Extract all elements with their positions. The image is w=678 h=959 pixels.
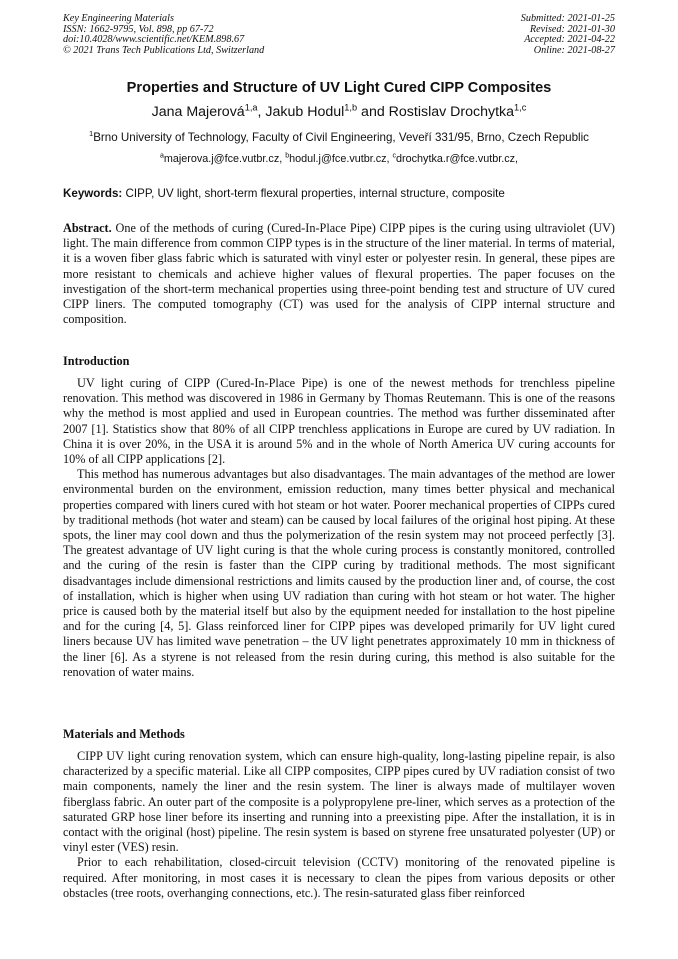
email-address[interactable]: hodul.j@fce.vutbr.cz, (289, 153, 393, 165)
abstract-text: One of the methods of curing (Cured-In-Place Pipe) CIPP pipes is the curing using ultraviolet (UV) light. The main difference from common CIPP types is in the structure of the liner material. In terms of material, it is a woven fiber glass fabric which is saturated with vinyl ester or polyester resin. In general, these pipes are more resistant to chemicals and achieve higher values of flexural properties. The paper focuses on the investigation of the short-term mechanical properties using three-point bending test and structure of UV cured CIPP liners. The computed tomography (CT) was used for the analysis of CIPP internal structure and composition. (63, 221, 615, 327)
section-heading-introduction: Introduction (63, 354, 130, 368)
affiliation-mark: 1 (89, 129, 94, 139)
journal-header-right (521, 14, 615, 56)
affiliation-text: Brno University of Technology, Faculty of Civil Engineering, Veveří 331/95, Brno, Czech Republic (93, 131, 589, 144)
author-separator: and (357, 104, 389, 120)
body-paragraph: UV light curing of CIPP (Cured-In-Place Pipe) is one of the newest methods for trenchless pipeline renovation. This method was discovered in 1986 in Germany by Thomas Reutemann. This is one of the reasons why the method is most applied and used in European countries. The method was further disseminated after 2007 [1]. Statistics show that 80% of all CIPP trenchless applications in Europe are cured by UV radiation. In China it is over 20%, in the USA it is around 5% and in the whole of North America UV curing accounts for 10% of all CIPP applications [2]. (63, 376, 615, 467)
issn-line: ISSN: 1662-9795, Vol. 898, pp 67-72 (63, 23, 214, 35)
abstract-paragraph (63, 221, 615, 327)
online-date: Online: 2021-08-27 (533, 44, 615, 56)
body-paragraph: CIPP UV light curing renovation system, which can ensure high-quality, long-lasting pipeline repair, is also characterized by a specific material. Like all CIPP composites, CIPP pipes cured by UV radiation consist of two main components, namely the liner and the resin system. The liner is always made of multilayer woven fiberglass fabric. An outer part of the composite is a polypropylene pre-liner, which serves as a protection of the saturated GRP hose liner before its inserting and running into a preexisting pipe. After the installation, it is in contact with the original (host) pipeline. The resin system is based on styrene free unsaturated polyester (UP) or vinyl ester (VES) resin. (63, 749, 615, 855)
author-name: Jakub Hodul (265, 104, 345, 120)
body-paragraph: Prior to each rehabilitation, closed-circuit television (CCTV) monitoring of the renovated pipeline is required. After monitoring, in most cases it is necessary to clean the pipes from various deposits or other obstacles (tree roots, overhanging connections, etc.). The resin-saturated glass fiber reinforced (63, 855, 615, 900)
author-affil-mark: 1,a (244, 102, 258, 113)
email-address[interactable]: majerova.j@fce.vutbr.cz, (163, 153, 286, 165)
email-mark: a (159, 152, 164, 160)
keywords-label: Keywords: (63, 187, 123, 200)
author-affil-mark: 1,b (344, 102, 358, 113)
author-separator: , (257, 104, 266, 120)
body-paragraph: This method has numerous advantages but also disadvantages. The main advantages of the method are lower environmental burden on the environment, emission reduction, many times better physical and mechanical properties compared with liners cured with hot steam or hot water. Poorer mechanical properties of CIPPs cured by traditional methods (hot water and steam) can be caused by local failures of the original host piping. At these spots, the liner may cool down and thus the polymerization of the resin system may not proceed perfectly [3]. The greatest advantage of UV light curing is that the whole curing process is constantly monitored, controlled and the curing of the resin is faster than the CIPP curing by traditional methods. The most significant disadvantages include dimensional restrictions and limits caused by the production liner and, of course, the cost of installation, which is higher when using UV radiation than curing with hot steam or hot water. The higher price is caused both by the material itself but also by the equipment needed for installation to the host pipeline and for the curing [4, 5]. Glass reinforced liner for CIPP pipes was developed primarily for UV light cured liners because UV has limited wave penetration – the UV light penetrates approximately 10 mm in thickness of the liner [6]. As a styrene is not released from the resin during curing, this method is also suitable for the renovation of water mains. (63, 467, 615, 679)
abstract-label: Abstract. (63, 221, 112, 235)
author-name: Rostislav Drochytka (388, 104, 515, 120)
submitted-date: Submitted: 2021-01-25 (520, 13, 615, 24)
author-name: Jana Majerová (151, 104, 245, 120)
doi-line: doi:10.4028/www.scientific.net/KEM.898.67 (63, 34, 245, 46)
keywords (63, 187, 623, 200)
paper-title: Properties and Structure of UV Light Cured CIPP Composites (126, 80, 552, 96)
journal-name: Key Engineering Materials (63, 13, 174, 24)
email-list (0, 153, 678, 165)
copyright-line: © 2021 Trans Tech Publications Ltd, Switzerland (63, 44, 265, 56)
revised-date: Revised: 2021-01-30 (529, 23, 615, 35)
section-heading-materials-methods: Materials and Methods (63, 727, 185, 741)
email-mark: c (392, 152, 397, 160)
introduction-body (63, 376, 615, 680)
author-affil-mark: 1,c (514, 102, 527, 113)
email-address[interactable]: drochytka.r@fce.vutbr.cz, (396, 153, 519, 165)
accepted-date: Accepted: 2021-04-22 (524, 34, 615, 46)
materials-methods-body (63, 749, 615, 901)
affiliation (0, 131, 678, 144)
email-mark: b (285, 152, 290, 160)
journal-header-left (63, 14, 264, 56)
keywords-text: CIPP, UV light, short-term flexural properties, internal structure, composite (122, 187, 505, 200)
author-list (0, 104, 678, 120)
abstract (63, 221, 615, 327)
